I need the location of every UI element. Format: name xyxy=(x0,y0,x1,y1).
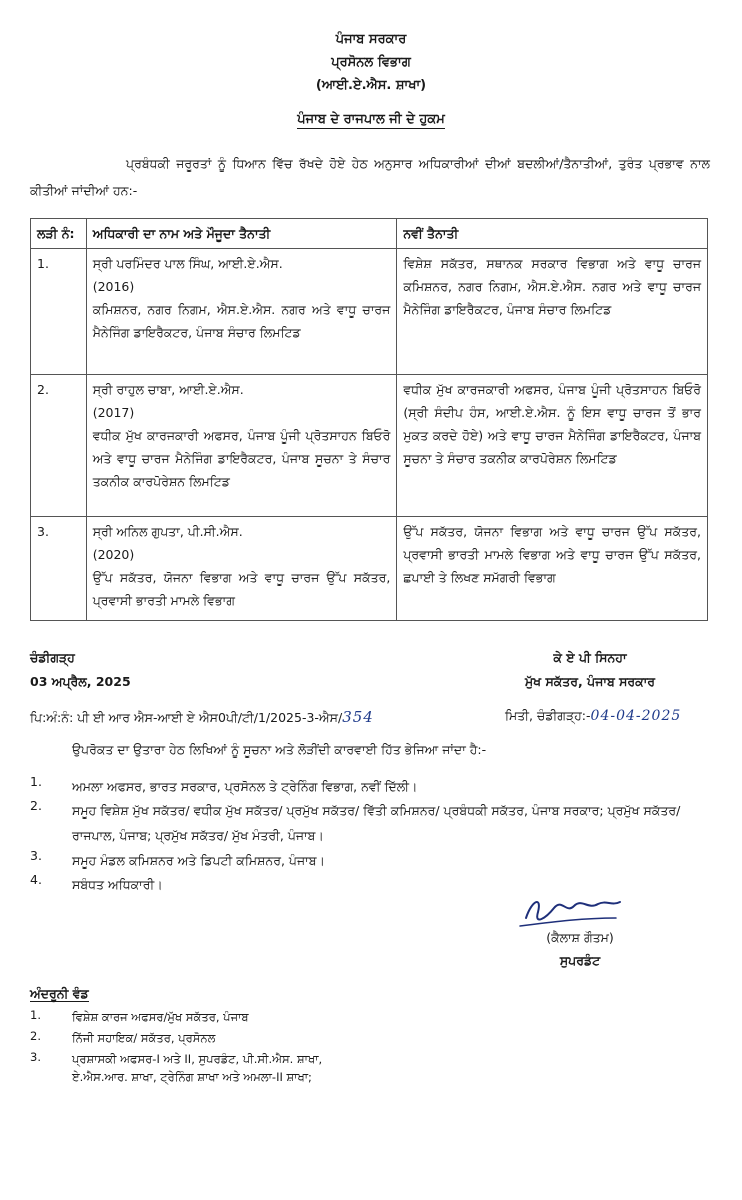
table-row xyxy=(31,375,708,517)
endorsement-reference xyxy=(30,708,374,726)
header-government: ਪੰਜਾਬ ਸਰਕਾਰ xyxy=(335,32,407,47)
new-posting: ਵਧੀਕ ਮੁੱਖ ਕਾਰਜਕਾਰੀ ਅਫਸਰ, ਪੰਜਾਬ ਪੂੰਜੀ ਪ੍ਰੋਤਸਾਹਨ ਬਿਓਰੋ (ਸ੍ਰੀ ਸੰਦੀਪ ਹੰਸ, ਆਈ.ਏ.ਐਸ. ਨੂੰ ਇਸ ਵਾਧੂ ਚਾਰਜ ਤੋਂ ਭਾਰ ਮੁਕਤ ਕਰਦੇ ਹੋਏ) ਅਤੇ ਵਾਧੂ ਚਾਰਜ ਮੈਨੇਜਿੰਗ ਡਾਇਰੈਕਟਰ, ਪੰਜਾਬ ਸੂਚਨਾ ਤੇ ਸੰਚਾਰ ਤਕਨੀਕ ਕਾਰਪੋਰੇਸ਼ਨ ਲਿਮਟਿਡ xyxy=(397,375,708,517)
copy-intro: ਉਪਰੋਕਤ ਦਾ ਉਤਾਰਾ ਹੇਠ ਲਿਖਿਆਂ ਨੂੰ ਸੂਚਨਾ ਅਤੇ ਲੋੜੀਂਦੀ ਕਾਰਵਾਈ ਹਿੱਤ ਭੇਜਿਆ ਜਾਂਦਾ ਹੈ:- xyxy=(72,742,487,757)
new-posting: ਉੱਪ ਸਕੱਤਰ, ਯੋਜਨਾ ਵਿਭਾਗ ਅਤੇ ਵਾਧੂ ਚਾਰਜ ਉੱਪ ਸਕੱਤਰ, ਪ੍ਰਵਾਸੀ ਭਾਰਤੀ ਮਾਮਲੇ ਵਿਭਾਗ ਅਤੇ ਵਾਧੂ ਚਾਰਜ ਉੱਪ ਸਕੱਤਰ, ਛਪਾਈ ਤੇ ਲਿਖਣ ਸਮੱਗਰੀ ਵਿਭਾਗ xyxy=(397,517,708,621)
header-branch: (ਆਈ.ਏ.ਐਸ. ਸ਼ਾਖਾ) xyxy=(315,78,427,93)
superintendent-name: (ਕੈਲਾਸ਼ ਗੌਤਮ) xyxy=(546,930,614,945)
list-item xyxy=(30,1050,710,1090)
header-new-posting: ਨਵੀਂ ਤੈਨਾਤੀ xyxy=(397,219,708,249)
date-value: 04-04-2025 xyxy=(590,708,682,724)
place: ਚੰਡੀਗੜ੍ਹ xyxy=(30,650,75,665)
reference-text: ਪਿ:ਅੰ:ਨੰ: ਪੀ ਈ ਆਰ ਐਸ-ਆਈ ਏ ਐਸ0ਪੀ/ਟੀ/1/2025-3-ਐਸ/ xyxy=(30,710,343,725)
endorsement-date xyxy=(505,708,681,724)
officer-cell xyxy=(86,517,397,621)
signature-scribble xyxy=(512,888,632,936)
recipient-number: 2. xyxy=(30,798,42,813)
date-label: ਮਿਤੀ, ਚੰਡੀਗੜ੍ਹ:- xyxy=(505,708,591,723)
signatory-title: ਮੁੱਖ ਸਕੱਤਰ, ਪੰਜਾਬ ਸਰਕਾਰ xyxy=(524,674,656,689)
internal-number: 1. xyxy=(30,1008,41,1022)
internal-text: ਨਿੱਜੀ ਸਹਾਇਕ/ ਸਕੱਤਰ, ਪ੍ਰਸੋਨਲ xyxy=(72,1031,216,1045)
postings-table xyxy=(30,218,708,621)
header-officer: ਅਧਿਕਾਰੀ ਦਾ ਨਾਮ ਅਤੇ ਮੌਜੂਦਾ ਤੈਨਾਤੀ xyxy=(86,219,397,249)
recipient-number: 3. xyxy=(30,848,42,863)
order-title: ਪੰਜਾਬ ਦੇ ਰਾਜਪਾਲ ਜੀ ਦੇ ਹੁਕਮ xyxy=(297,112,445,127)
recipient-text: ਅਮਲਾ ਅਫਸਰ, ਭਾਰਤ ਸਰਕਾਰ, ਪ੍ਰਸੋਨਲ ਤੇ ਟ੍ਰੇਨਿੰਗ ਵਿਭਾਗ, ਨਵੀਂ ਦਿੱਲੀ। xyxy=(72,779,418,794)
internal-number: 3. xyxy=(30,1050,41,1064)
row-serial: 2. xyxy=(31,375,87,517)
officer-batch: (2016) xyxy=(92,279,135,294)
superintendent-title: ਸੁਪਰਡੰਟ xyxy=(559,953,601,968)
list-item xyxy=(30,1029,710,1047)
list-item xyxy=(30,774,720,800)
internal-distribution-heading: ਅੰਦਰੂਨੀ ਵੰਡ xyxy=(30,986,89,1001)
recipient-number: 1. xyxy=(30,774,42,789)
header-department: ਪ੍ਰਸੋਨਲ ਵਿਭਾਗ xyxy=(331,55,411,70)
current-posting: ਉੱਪ ਸਕੱਤਰ, ਯੋਜਨਾ ਵਿਭਾਗ ਅਤੇ ਵਾਧੂ ਚਾਰਜ ਉੱਪ ਸਕੱਤਰ, ਪ੍ਰਵਾਸੀ ਭਾਰਤੀ ਮਾਮਲੇ ਵਿਭਾਗ xyxy=(92,570,391,608)
internal-text: ਵਿਸ਼ੇਸ਼ ਕਾਰਜ ਅਫਸਰ/ਮੁੱਖ ਸਕੱਤਰ, ਪੰਜਾਬ xyxy=(72,1010,249,1024)
table-header-row xyxy=(31,219,708,249)
recipient-number: 4. xyxy=(30,872,42,887)
officer-cell xyxy=(86,249,397,375)
officer-name: ਸ੍ਰੀ ਰਾਹੁਲ ਚਾਬਾ, ਆਈ.ਏ.ਐਸ. xyxy=(92,382,244,397)
row-serial: 1. xyxy=(31,249,87,375)
table-row xyxy=(31,249,708,375)
row-serial: 3. xyxy=(31,517,87,621)
reference-number: 354 xyxy=(342,708,374,726)
officer-batch: (2020) xyxy=(92,547,135,562)
list-item xyxy=(30,1008,710,1026)
table-row xyxy=(31,517,708,621)
recipient-text: ਸਬੰਧਤ ਅਧਿਕਾਰੀ। xyxy=(72,877,163,892)
signatory-name: ਕੇ ਏ ਪੀ ਸਿਨਹਾ xyxy=(553,650,627,665)
internal-text: ਪ੍ਰਸ਼ਾਸਕੀ ਅਫਸਰ-I ਅਤੇ II, ਸੁਪਰਡੰਟ, ਪੀ.ਸੀ.ਐਸ. ਸ਼ਾਖਾ, ਏ.ਐਸ.ਆਰ. ਸ਼ਾਖਾ, ਟ੍ਰੇਨਿੰਗ ਸ਼ਾਖਾ ਅਤੇ ਅਮਲਾ-II ਸ਼ਾਖਾ; xyxy=(72,1052,323,1084)
officer-batch: (2017) xyxy=(92,405,135,420)
officer-cell xyxy=(86,375,397,517)
list-item xyxy=(30,798,720,848)
header-serial: ਲੜੀ ਨੰ: xyxy=(31,219,87,249)
officer-name: ਸ੍ਰੀ ਅਨਿਲ ਗੁਪਤਾ, ਪੀ.ਸੀ.ਐਸ. xyxy=(92,524,243,539)
internal-number: 2. xyxy=(30,1029,41,1043)
handwritten-signature xyxy=(512,888,632,936)
recipient-text: ਸਮੂਹ ਵਿਸ਼ੇਸ਼ ਮੁੱਖ ਸਕੱਤਰ/ ਵਧੀਕ ਮੁੱਖ ਸਕੱਤਰ/ ਪ੍ਰਮੁੱਖ ਸਕੱਤਰ/ ਵਿੱਤੀ ਕਮਿਸ਼ਨਰ/ ਪ੍ਰਬੰਧਕੀ ਸਕੱਤਰ, ਪੰਜਾਬ ਸਰਕਾਰ; ਪ੍ਰਮੁੱਖ ਸਕੱਤਰ/ ਰਾਜਪਾਲ, ਪੰਜਾਬ; ਪ੍ਰਮੁੱਖ ਸਕੱਤਰ/ ਮੁੱਖ ਮੰਤਰੀ, ਪੰਜਾਬ। xyxy=(72,803,681,843)
new-posting: ਵਿਸ਼ੇਸ਼ ਸਕੱਤਰ, ਸਥਾਨਕ ਸਰਕਾਰ ਵਿਭਾਗ ਅਤੇ ਵਾਧੂ ਚਾਰਜ ਕਮਿਸ਼ਨਰ, ਨਗਰ ਨਿਗਮ, ਐਸ.ਏ.ਐਸ. ਨਗਰ ਅਤੇ ਵਾਧੂ ਚਾਰਜ ਮੈਨੇਜਿੰਗ ਡਾਇਰੈਕਟਰ, ਪੰਜਾਬ ਸੰਚਾਰ ਲਿਮਟਿਡ xyxy=(397,249,708,375)
current-posting: ਵਧੀਕ ਮੁੱਖ ਕਾਰਜਕਾਰੀ ਅਫਸਰ, ਪੰਜਾਬ ਪੂੰਜੀ ਪ੍ਰੋਤਸਾਹਨ ਬਿਓਰੋ ਅਤੇ ਵਾਧੂ ਚਾਰਜ ਮੈਨੇਜਿੰਗ ਡਾਇਰੈਕਟਰ, ਪੰਜਾਬ ਸੂਚਨਾ ਤੇ ਸੰਚਾਰ ਤਕਨੀਕ ਕਾਰਪੋਰੇਸ਼ਨ ਲਿਮਟਿਡ xyxy=(92,428,391,489)
current-posting: ਕਮਿਸ਼ਨਰ, ਨਗਰ ਨਿਗਮ, ਐਸ.ਏ.ਐਸ. ਨਗਰ ਅਤੇ ਵਾਧੂ ਚਾਰਜ ਮੈਨੇਜਿੰਗ ਡਾਇਰੈਕਟਰ, ਪੰਜਾਬ ਸੰਚਾਰ ਲਿਮਟਿਡ xyxy=(92,302,391,340)
order-date: 03 ਅਪ੍ਰੈਲ, 2025 xyxy=(30,674,131,689)
list-item xyxy=(30,848,720,874)
intro-paragraph: ਪ੍ਰਬੰਧਕੀ ਜਰੂਰਤਾਂ ਨੂੰ ਧਿਆਨ ਵਿੱਚ ਰੱਖਦੇ ਹੋਏ ਹੇਠ ਅਨੁਸਾਰ ਅਧਿਕਾਰੀਆਂ ਦੀਆਂ ਬਦਲੀਆਂ/ਤੈਨਾਤੀਆਂ, ਤੁਰੰਤ ਪ੍ਰਭਾਵ ਨਾਲ ਕੀਤੀਆਂ ਜਾਂਦੀਆਂ ਹਨ:- xyxy=(30,156,710,198)
recipient-text: ਸਮੂਹ ਮੰਡਲ ਕਮਿਸ਼ਨਰ ਅਤੇ ਡਿਪਟੀ ਕਮਿਸ਼ਨਰ, ਪੰਜਾਬ। xyxy=(72,853,325,868)
officer-name: ਸ੍ਰੀ ਪਰਮਿੰਦਰ ਪਾਲ ਸਿੰਘ, ਆਈ.ਏ.ਐਸ. xyxy=(92,256,283,271)
